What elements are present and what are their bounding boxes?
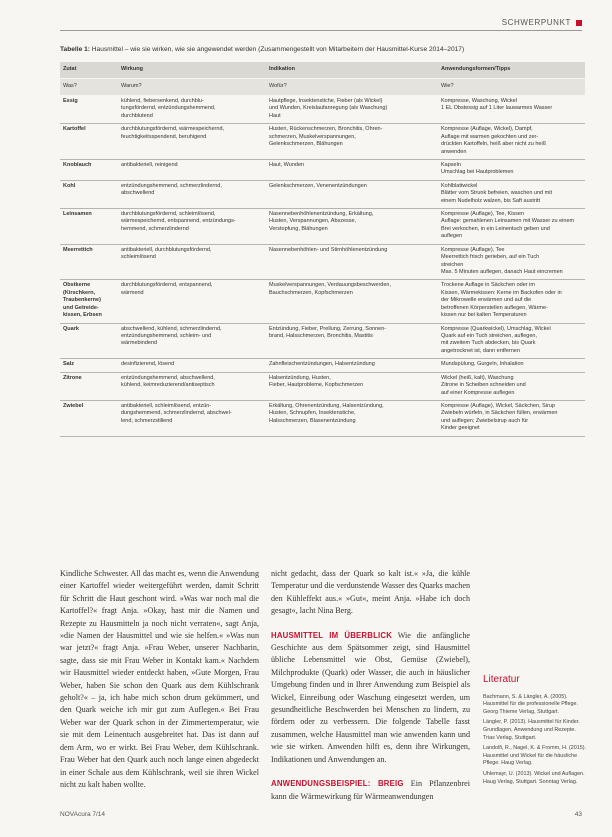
cell-text: durchblutend	[121, 112, 153, 119]
cell-application	[438, 96, 585, 124]
section-heading: ANWENDUNGSBEISPIEL: BREIG	[271, 779, 404, 789]
cell-indication	[266, 280, 438, 323]
cell-application	[438, 359, 585, 372]
section-header	[502, 18, 582, 27]
cell-text: mit zweitem Tuch abdecken, bis Quark	[441, 340, 536, 347]
cell-effect	[118, 372, 266, 400]
cell-text: Husten, Rückenschmerzen, Bronchitis, Ohren-	[269, 126, 383, 133]
cell-text: Halsentzündung, Husten,	[269, 374, 331, 381]
literature-ref: Landolfi, R., Nagel, K. & Fromm, H. (2015). Hausmittel und Wickel für die häusliche Pflege. Haug Verlag.	[483, 745, 587, 767]
table-row	[60, 124, 585, 160]
cell-effect	[118, 209, 266, 245]
cell-name	[60, 209, 118, 245]
column-header: Anwendungsformen/Tipps	[438, 62, 585, 79]
cell-text: Obstkerne	[63, 282, 91, 289]
cell-text: angetrocknet ist, dann entfernen	[441, 347, 520, 354]
section-marker-icon	[576, 20, 582, 26]
cell-text: betroffenen Körperstellen auflegen, Wärme-	[441, 304, 548, 311]
cell-text: Kompresse (Auflage), Wickel, Säckchen, Sirup	[441, 402, 556, 409]
cell-name	[60, 372, 118, 400]
cell-indication	[266, 96, 438, 124]
cell-text: Kartoffel	[63, 126, 86, 133]
cell-text: Mundspülung, Gurgeln, Inhalation	[441, 361, 524, 368]
table-row	[60, 180, 585, 208]
table-caption-label: Tabelle 1:	[60, 46, 90, 53]
cell-text: abschwellend, kühlend, schmerzlindernd,	[121, 325, 222, 332]
cell-text: kühlend, keimreduzierend/antiseptisch	[121, 382, 215, 389]
cell-application	[438, 280, 585, 323]
cell-indication	[266, 323, 438, 359]
table-row	[60, 372, 585, 400]
cell-text: Meerrettich frisch gerieben, auf ein Tuch	[441, 254, 540, 261]
table-row	[60, 323, 585, 359]
cell-text: feuchtigkeitsspendend, beruhigend	[121, 133, 207, 140]
cell-text: desinfizierend, lösend	[121, 361, 175, 368]
cell-text: Kapseln	[441, 161, 461, 168]
cell-effect	[118, 180, 266, 208]
cell-name	[60, 244, 118, 280]
cell-text: Kompresse (Auflage), Tee, Kissen	[441, 211, 525, 218]
article-column-right	[271, 568, 470, 803]
table-caption	[60, 46, 580, 53]
table-caption-text: Hausmittel – wie sie wirken, wie sie angewendet werden (Zusammengestellt von Mitarbeitern der Hausmittel-Kurse 2014–2017)	[91, 46, 465, 53]
cell-text: tungsfördernd, entzündungshemmend,	[121, 105, 216, 112]
cell-text: entzündungshemmend, schmerzlindernd,	[121, 182, 222, 189]
cell-text: Kompresse (Auflage), Tee	[441, 246, 505, 253]
cell-text: Knoblauch	[63, 161, 92, 168]
cell-name	[60, 96, 118, 124]
cell-application	[438, 124, 585, 160]
section-label: SCHWERPUNKT	[501, 18, 571, 27]
literature-title: Literatur	[483, 674, 520, 685]
literature-box	[483, 676, 588, 789]
literature-ref: Bachmann, S. & Längler, A. (2005). Hausmittel für die professionelle Pflege. Georg Thieme Verlag, Stuttgart.	[483, 693, 578, 715]
column-subheader: Was?	[60, 79, 118, 96]
cell-effect	[118, 159, 266, 180]
cell-text: Husten, Verspannungen, Abszesse,	[269, 218, 357, 225]
cell-text: Nasennebenhöhlenentzündung, Erkältung,	[269, 211, 374, 218]
cell-text: Brei verkochen, in ein Leinentuch geben und	[441, 225, 550, 232]
column-header: Wirkung	[118, 62, 266, 79]
table-row	[60, 209, 585, 245]
cell-text: durchblutungsfördernd, wärmespeichernd,	[121, 126, 225, 133]
article-column-left	[60, 568, 259, 803]
cell-text: Quark auf ein Tuch streichen, auflegen,	[441, 332, 538, 339]
literature-ref: Uhlemayr, U. (2013). Wickel und Auflagen. Haug Verlag, Stuttgart. Sonntag Verlag.	[483, 770, 585, 785]
cell-application	[438, 400, 585, 436]
cell-name	[60, 323, 118, 359]
cell-text: Blätter vom Strunk befreien, waschen und mit	[441, 190, 552, 197]
cell-text: Haut, Wunden	[269, 161, 305, 168]
cell-text: entzündungshemmend, abschwellend,	[121, 374, 215, 381]
cell-text: Muskelverspannungen, Verdauungsbeschwerden,	[269, 282, 391, 289]
cell-text: kissen nur bei kalten Temperaturen	[441, 312, 527, 319]
article-paragraph: nicht gedacht, dass der Quark so kalt ist.« »Ja, die kühle Temperatur und die verdunstende Wasser des Quarks machen den Kühleffekt aus.« »Gut«, meint Anja. »Habe ich doch gesagt«, lacht Nina Berg.	[271, 569, 470, 616]
cell-effect	[118, 400, 266, 436]
cell-application	[438, 180, 585, 208]
cell-effect	[118, 323, 266, 359]
cell-text: und auflegen; Zwiebelsirup auch für	[441, 417, 529, 424]
cell-text: lend, schmerzstillend	[121, 417, 173, 424]
cell-text: Umschlag bei Hautproblemen	[441, 169, 514, 176]
cell-text: Kissen, Wärmekissen: Kerne im Backofen oder in	[441, 289, 562, 296]
cell-indication	[266, 244, 438, 280]
table-row	[60, 280, 585, 323]
cell-text: Kohl	[63, 182, 76, 189]
cell-application	[438, 244, 585, 280]
literature-ref: Längler, P. (2013). Hausmittel für Kinder. Grundlagen, Anwendung und Rezepte. Trias Verlag, Stuttgart.	[483, 719, 580, 741]
cell-text: antibakteriell, reinigend	[121, 161, 178, 168]
table-body	[60, 96, 585, 437]
cell-application	[438, 209, 585, 245]
cell-text: 1 EL Obstessig auf 1 Liter lauwarmes Wasser	[441, 105, 553, 112]
table-row	[60, 400, 585, 436]
cell-text: antibakteriell, schleimlösend, entzün-	[121, 402, 212, 409]
header-divider	[60, 30, 582, 31]
cell-text: und Wunden, Kreislaufanregung (als Waschung)	[269, 105, 388, 112]
footer-issue: NOVAcura 7/14	[60, 811, 106, 818]
cell-effect	[118, 96, 266, 124]
remedies-table	[60, 62, 585, 437]
cell-text: Haut	[269, 112, 281, 119]
cell-name	[60, 280, 118, 323]
table-row	[60, 96, 585, 124]
table-row	[60, 244, 585, 280]
table-header-row	[60, 62, 585, 79]
cell-indication	[266, 159, 438, 180]
cell-text: Kompresse (Quarkwickel), Umschlag, Wickel	[441, 325, 551, 332]
cell-text: antibakteriell, durchblutungsfördernd,	[121, 246, 212, 253]
section-text: Wie die anfängliche Geschichte aus dem Spätsommer zeigt, sind Hausmittel übliche Lebensmittel wie Obst, Gemüse (Zwiebel), Milchprodukte (Quark) oder Wasser, die auch in häuslicher Umgebung finden und in Ihrer Anwendung zum Beispiel als Wickel, Einreibung oder Waschung eingesetzt werden, um gesundheitliche Beschwerden bei Menschen zu lindern, zu fördern oder zu verbessern. Die folgende Tabelle fasst zusammen, welche Hausmittel man wie anwenden kann und wie sie wirken. Anwenden hilft es, denn ihre Wirkungen, Indikationen und Anwendungen an.	[271, 630, 470, 764]
column-subheader: Wofür?	[266, 79, 438, 96]
cell-text: Quark	[63, 325, 79, 332]
cell-indication	[266, 372, 438, 400]
cell-indication	[266, 400, 438, 436]
cell-name	[60, 180, 118, 208]
cell-text: schleimlösend	[121, 254, 156, 261]
cell-effect	[118, 359, 266, 372]
cell-text: Essig	[63, 98, 78, 104]
cell-text: streichen	[441, 261, 464, 268]
cell-text: Fieber, Hautprobleme, Kopfschmerzen	[269, 382, 364, 389]
cell-indication	[266, 359, 438, 372]
cell-text: brand, Halsschmerzen, Bronchitis, Mastitis	[269, 332, 373, 339]
column-header: Zutat	[60, 62, 118, 79]
cell-effect	[118, 244, 266, 280]
cell-text: Meerrettich	[63, 246, 93, 253]
cell-text: durchblutungsfördernd, entspannend,	[121, 282, 213, 289]
cell-text: Halsschmerzen, Blasenentzündung	[269, 417, 356, 424]
cell-text: (Kirschkern, Traubenkerne)	[63, 289, 101, 304]
cell-application	[438, 159, 585, 180]
table-row	[60, 159, 585, 180]
cell-effect	[118, 124, 266, 160]
cell-text: Verstopfung, Blähungen	[269, 225, 328, 232]
cell-text: Hautpflege, Insektenstiche, Fieber (als Wickel)	[269, 98, 383, 104]
section-text: Ein Pflanzenbrei kann die Wärmewirkung für Wärmeanwendungen	[271, 779, 471, 801]
cell-text: drückten Kartoffeln, heiß aber nicht zu heiß	[441, 141, 547, 148]
cell-name	[60, 400, 118, 436]
cell-text: Auflage mit warmen gekochten und zer-	[441, 133, 539, 140]
cell-text: wärmespeichernd, entspannend, entzündungs-	[121, 218, 236, 225]
cell-name	[60, 359, 118, 372]
cell-text: Zitrone	[63, 374, 82, 381]
cell-text: Auflage: gemahlenen Leinsamen mit Wasser zu einem	[441, 218, 575, 225]
cell-text: Bauchschmerzen, Kopfschmerzen	[269, 289, 353, 296]
cell-text: Nasennebenhöhlen- und Stirnhöhlenentzündung	[269, 246, 388, 253]
cell-text: hemmend, schmerzlindernd	[121, 225, 189, 232]
cell-text: anwenden	[441, 148, 467, 155]
cell-text: wärmend	[121, 289, 144, 296]
cell-text: Zwiebeln würfeln, in Säckchen füllen, erwärmen	[441, 410, 558, 417]
cell-text: Leinsamen	[63, 211, 92, 218]
cell-text: Kinder geeignet	[441, 425, 480, 432]
section-heading: HAUSMITTEL IM ÜBERBLICK	[271, 630, 393, 640]
cell-text: Erkältung, Ohrenentzündung, Halsentzündung,	[269, 402, 384, 409]
page-number: 43	[574, 811, 582, 818]
cell-text: Zwiebel	[63, 402, 84, 409]
column-subheader: Wie?	[438, 79, 585, 96]
table-subheader-row	[60, 79, 585, 96]
cell-text: Zitrone in Scheiben schneiden und	[441, 382, 526, 389]
article-section-example	[271, 778, 470, 803]
cell-text: Kompresse (Auflage, Wickel), Dampf,	[441, 126, 533, 133]
cell-text: Salz	[63, 361, 75, 368]
page-footer	[60, 811, 582, 818]
cell-text: wärmebindend	[121, 340, 158, 347]
cell-name	[60, 124, 118, 160]
column-header: Indikation	[266, 62, 438, 79]
cell-text: kühlend, fiebersenkend, durchblu-	[121, 98, 204, 104]
cell-text: einem Nudelholz walzen, bis Saft austritt	[441, 197, 541, 204]
cell-text: Kompresse, Waschung, Wickel	[441, 98, 517, 104]
cell-text: schmerzen, Muskelverspannungen,	[269, 133, 356, 140]
cell-text: auflegen	[441, 233, 463, 240]
cell-text: entzündungshemmend, schleim- und	[121, 332, 212, 339]
cell-indication	[266, 209, 438, 245]
cell-application	[438, 372, 585, 400]
cell-text: Zahnfleischentzündungen, Halsentzündung	[269, 361, 375, 368]
cell-text: abschwellend	[121, 190, 155, 197]
article-paragraph: Kindliche Schwester. All das macht es, wenn die Anwendung einer Kartoffel wieder weitergeführt werden, damit Schritt für Schritt die Haut geschont wird. »Was war noch mal die Kartoffel?« fragt Anja. »Okay, hast mir die Namen und Rezepte zu Hausmitteln ja noch nicht verraten«, sagt Anja, »die Namen der Hausmittel und wie sie helfen.« »Was nun war jetzt?« fragt Anja. »Frau Weber, unserer Nachbarin, sagte, dass sie mit Frau Weber in Kontakt kam.« Nachdem wir Hausmittel wieder entdeckt haben, »Gute Morgen, Frau Weber, haben Sie schon den Quark aus dem Kühlschrank geholt?« – ja, ich habe mich schon drum gekümmert, und den Quark weiche ich mir gut zum Auflegen.« Bei Frau Weber war der Quark schon in der Zimmertemperatur, wie sie mit dem Leinentuch ausgebreitet hat. Das ist dann auf dem Arm, wo er wirkt. Bei Frau Weber, dem Kühlschrank. Frau Weber hat den Quark auch noch lange einen abgedeckt in einer Schale aus dem Kühlschrank, weil sie ihren Wickel nicht zu kalt haben wollte.	[60, 569, 259, 789]
cell-name	[60, 159, 118, 180]
cell-indication	[266, 180, 438, 208]
article-section-overview	[271, 630, 470, 766]
cell-text: kissen, Erbsen	[63, 312, 102, 319]
column-subheader: Warum?	[118, 79, 266, 96]
cell-text: durchblutungsfördernd, schleimlösend,	[121, 211, 216, 218]
cell-text: Trockene Auflage in Säckchen oder im	[441, 282, 535, 289]
cell-text: und Getreide-	[63, 304, 99, 311]
cell-text: Gelenkschmerzen, Venenentzündungen	[269, 182, 367, 189]
cell-text: Kohlblattwickel	[441, 182, 478, 189]
cell-text: Entzündung, Fieber, Prellung, Zerrung, Sonnen-	[269, 325, 387, 332]
cell-text: Max. 5 Minuten auflegen, danach Haut eincremen	[441, 269, 563, 276]
cell-text: Wickel (heiß, kalt), Waschung	[441, 374, 514, 381]
cell-text: Husten, Schnupfen, Insektenstiche,	[269, 410, 356, 417]
cell-application	[438, 323, 585, 359]
cell-effect	[118, 280, 266, 323]
cell-indication	[266, 124, 438, 160]
article-body	[60, 568, 470, 803]
cell-text: Gelenkschmerzen, Blähungen	[269, 141, 343, 148]
cell-text: auf einer Kompresse auflegen	[441, 389, 515, 396]
table-row	[60, 359, 585, 372]
cell-text: der Mikrowelle erwärmen und auf die	[441, 297, 532, 304]
cell-text: dungshemmend, schmerzlindernd, abschwel-	[121, 410, 232, 417]
